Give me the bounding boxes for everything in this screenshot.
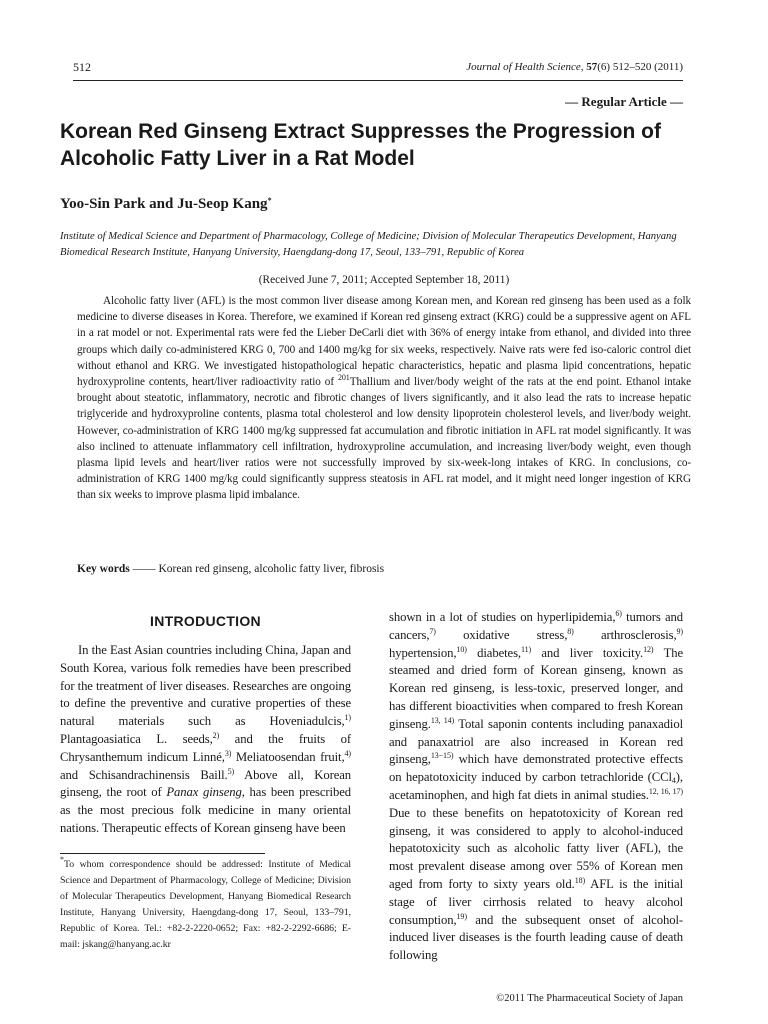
citation-ref: 5) xyxy=(227,766,235,776)
intro-paragraph-left xyxy=(60,642,351,838)
abstract-part-2: Thallium and liver/body weight of the rats at the end point. Ethanol intake brought about steatotic, inflammatory, necrotic and fibrotic changes of livers significantly, and it also lead the rats to increase hepatic triglyceride and hydroxyproline contents, plasma total cholesterol and low density lipoprotein cholesterol levels, and liver/body weight. However, co-administration of KRG 1400 mg/kg suppressed fat accumulation and fibrotic initiation in AFL rat model significantly. It was also inclined to attenuate inflammatory cell infiltration, hydroxyproline accumulation, and increasing liver/body weight, even though plasma lipid levels and heart/liver ratios were not successfully improved by six-week-long intakes of KRG. In conclusions, co-administration of KRG 1400 mg/kg could significantly suppress steatosis in AFL rat model, and it might need longer ingestion of KRG than six weeks to improve plasma lipid imbalance. xyxy=(77,376,691,502)
text-run: AFL is the initial stage of liver cirrhosis related to heavy alcohol consumption, xyxy=(389,876,683,927)
text-run: oxidative stress, xyxy=(435,627,568,642)
isotope-superscript: 201 xyxy=(337,373,350,383)
citation-ref: 3) xyxy=(224,748,232,758)
header-rule xyxy=(73,80,683,81)
journal-citation xyxy=(466,61,683,73)
citation-ref: 18) xyxy=(574,875,586,885)
citation-ref: 13−15) xyxy=(430,751,454,761)
abstract xyxy=(77,293,691,504)
citation-ref: 12) xyxy=(643,644,654,654)
citation-ref: 4) xyxy=(344,748,351,758)
citation-ref: 10) xyxy=(456,644,467,654)
text-run: and the subsequent onset of alcohol-induced liver diseases is the fourth leading cause of death following xyxy=(389,912,683,963)
journal-volume: 57 xyxy=(586,61,598,73)
citation-ref: 7) xyxy=(429,626,436,636)
text-run: Total saponin contents including panaxadiol and panaxatriol are also increased in Korean red ginseng, xyxy=(389,716,683,767)
footnote-rule xyxy=(60,853,265,854)
article-type: — Regular Article — xyxy=(565,94,683,109)
affiliation: Institute of Medical Science and Department of Pharmacology, College of Medicine; Division of Molecular Therapeutics Development, Hanyang Biomedical Research Institute, Hanyang University, Haengdang-dong 17, Seoul, 133–791, Republic of Korea xyxy=(60,231,677,258)
footnote-text: To whom correspondence should be addressed: Institute of Medical Science and Department of Pharmacology, College of Medicine; Division of Molecular Therapeutics Development, Hanyang Biomedical Research Institute, Hanyang University, Haengdang-dong 17, Seoul, 133–791, Republic of Korea. Tel.: +82-2-2220-0652; Fax: +82-2-2292-6686; E-mail: jskang@hanyang.ac.kr xyxy=(60,859,351,950)
text-run: Above all, Korean ginseng, the root of xyxy=(60,767,351,800)
species-name: Panax ginseng xyxy=(166,785,242,800)
page-number: 512 xyxy=(73,60,91,74)
keywords-text: Korean red ginseng, alcoholic fatty liver, fibrosis xyxy=(158,563,385,575)
text-run: arthrosclerosis, xyxy=(573,627,677,642)
article-title: Korean Red Ginseng Extract Suppresses the Progression of Alcoholic Fatty Liver in a Rat Model xyxy=(60,120,661,170)
left-column xyxy=(60,609,351,838)
citation-ref: 11) xyxy=(520,644,532,654)
text-run: The steamed and dried form of Korean ginseng, known as Korean red ginseng, is less-toxic, preserved longer, and has different bioactivities when compared to fresh Korean ginseng. xyxy=(389,645,683,731)
citation-ref: 6) xyxy=(615,609,622,618)
intro-paragraph-right xyxy=(389,609,683,965)
text-run: Meliatoosendan fruit, xyxy=(231,749,345,764)
text-run: Due to these benefits on hepatotoxicity of Korean red ginseng, it was considered to apply to alcohol-induced hepatotoxicity such as alcoholic fatty liver (AFL), the most prevalent disease among over 55% of Korean men aged from forty to sixty years old. xyxy=(389,805,683,891)
text-run: tumors and cancers, xyxy=(389,610,683,642)
corresponding-author-mark: * xyxy=(267,196,272,205)
citation-ref: 8) xyxy=(567,626,574,636)
chemical-subscript: 4 xyxy=(671,776,676,786)
text-run: hypertension, xyxy=(389,645,457,660)
footnote-mark: * xyxy=(60,855,64,864)
text-run: In the East Asian countries including China, Japan and South Korea, various folk remedies have been prescribed for the treatment of liver diseases. Researches are ongoing to define the preventive and curative properties of these natural materials such as Hoveniadulcis, xyxy=(60,643,351,729)
copyright: ©2011 The Pharmaceutical Society of Japan xyxy=(496,993,683,1004)
journal-issue-pages: (6) 512–520 (2011) xyxy=(597,61,683,73)
author-names: Yoo-Sin Park and Ju-Seop Kang xyxy=(60,196,268,212)
citation-ref: 1) xyxy=(344,713,351,723)
text-run: , has been prescribed as the most precious folk medicine in many oriental nations. Therapeutic effects of Korean ginseng have been xyxy=(60,785,351,835)
section-heading-introduction: INTRODUCTION xyxy=(150,613,261,629)
correspondence-footnote xyxy=(60,857,351,953)
authors xyxy=(60,196,272,213)
citation-ref: 2) xyxy=(212,730,220,740)
citation-ref: 19) xyxy=(456,911,467,921)
right-column xyxy=(389,609,683,965)
received-accepted-dates: (Received June 7, 2011; Accepted September 18, 2011) xyxy=(258,274,510,286)
citation-ref: 12, 16, 17) xyxy=(648,786,683,796)
keywords xyxy=(77,563,384,575)
text-run: and Schisandrachinensis Baill. xyxy=(60,767,228,782)
keywords-label: Key words xyxy=(77,563,130,575)
citation-ref: 9) xyxy=(676,626,683,636)
abstract-part-1: Alcoholic fatty liver (AFL) is the most common liver disease among Korean men, and Korean red ginseng has been used as a folk medicine to diverse diseases in Korea. Therefore, we examined if Korean red ginseng extract (KRG) could be a suppressive agent on AFL in a rat model or not. Experimental rats were fed the Lieber DeCarli diet with 36% of energy intake from ethanol, and divided into three groups which daily co-administered KRG 0, 700 and 1400 mg/kg for six weeks, respectively. Naive rats were fed iso-caloric control diet without ethanol and KRG. We investigated histopathological hepatic characteristics, hepatic and plasma lipid concentrations, hepatic hydroxyproline contents, heart/liver radioactivity ratio of xyxy=(77,295,691,389)
keywords-separator: —— xyxy=(129,563,159,575)
text-run: diabetes, xyxy=(466,645,521,660)
text-run: Plantagoasiatica L. seeds, xyxy=(60,731,213,746)
text-run: and liver toxicity. xyxy=(531,645,644,660)
citation-ref: 13, 14) xyxy=(430,715,455,725)
text-run: and the fruits of Chrysanthemum indicum Linné, xyxy=(60,731,351,764)
text-run: which have demonstrated protective effects on hepatotoxicity induced by carbon tetrachloride (CCl xyxy=(389,752,683,785)
text-run: shown in a lot of studies on hyperlipidemia, xyxy=(389,610,616,624)
text-run: ), acetaminophen, and high fat diets in animal studies. xyxy=(389,770,683,802)
journal-name: Journal of Health Science, xyxy=(466,61,584,73)
